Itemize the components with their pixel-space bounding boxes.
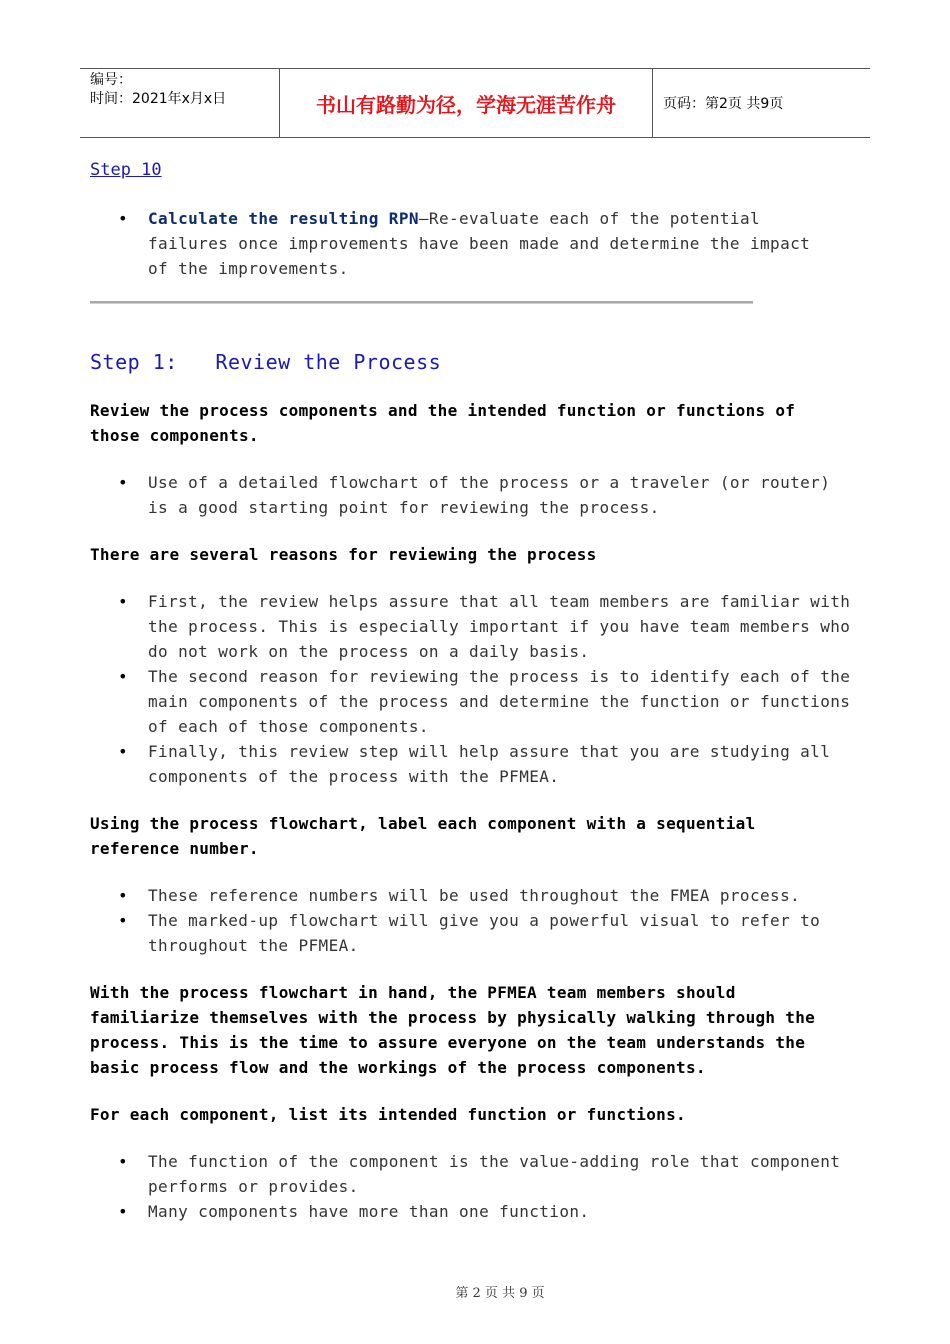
paragraph-4: With the process flowchart in hand, the PFMEA team members should familiarize themselves with the process by physically walking through the process. This is the time to assure everyone on the team understands the basic process flow and the workings of the process components. [90,983,816,1077]
list-item [118,206,838,281]
list-item: • Use of a detailed flowchart of the process or a traveler (or router) is a good starting point for reviewing the process. [118,470,858,520]
step1-heading: Step 1: Review the Process [90,350,442,374]
header-motto: 书山有路勤为径，学海无涯苦作舟 [280,69,653,137]
list-item: • The function of the component is the value-adding role that component performs or provides. [118,1149,858,1199]
paragraph-3: Using the process flowchart, label each component with a sequential reference number. [90,814,756,858]
list-item: • First, the review helps assure that all team members are familiar with the process. This is especially important if you have team members who do not work on the process on a daily basis. [118,589,858,664]
list-item: • Many components have more than one function. [118,1199,858,1224]
header-table [80,68,870,138]
list-1 [118,470,858,520]
page-footer: 第 2 页 共 9 页 [455,1286,545,1301]
list-3 [118,883,858,958]
bullet-text: —Re-evaluate each of the potential failures once improvements have been made and determine the impact of the improvements. [148,209,811,278]
paragraph-2: There are several reasons for reviewing the process [90,545,597,564]
step10-list [118,206,838,281]
list-2 [118,589,858,789]
doc-number-label: 编号： [90,72,132,88]
header-page-label: 页码：第2页 共9页 [663,96,784,112]
header-info-cell [80,69,280,137]
list-item: • These reference numbers will be used throughout the FMEA process. [118,883,858,908]
list-5 [118,1149,858,1224]
list-item: • Finally, this review step will help assure that you are studying all components of the process with the PFMEA. [118,739,858,789]
paragraph-5: For each component, list its intended function or functions. [90,1105,686,1124]
step10-link[interactable]: Step 10 [90,160,162,180]
paragraph-1: Review the process components and the intended function or functions of those components. [90,401,796,445]
horizontal-divider [90,301,753,304]
list-item: • The marked-up flowchart will give you a powerful visual to refer to throughout the PFMEA. [118,908,858,958]
doc-time-label: 时间：2021年x月x日 [90,91,227,107]
list-item: • The second reason for reviewing the process is to identify each of the main components of the process and determine the function or functions of each of those components. [118,664,858,739]
bullet-term: Calculate the resulting RPN [148,209,419,228]
